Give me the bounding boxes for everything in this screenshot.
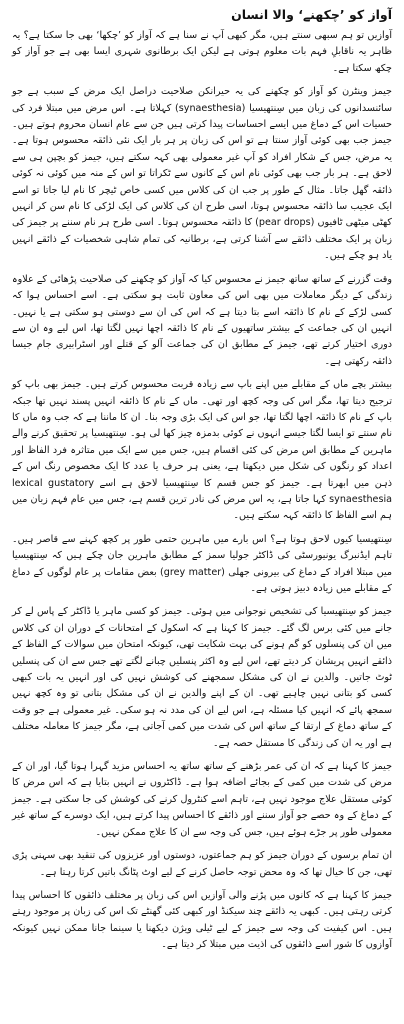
paragraph: وقت گزرنے کے ساتھ ساتھ جیمز نے محسوس کیا کہ آواز کو چکھنے کی صلاحیت پڑھائی کے علاوہ زندگی کے دیگر معاملات میں بھی اس کی معاون ثابت ہو سکتی ہے۔ اسے احساس ہوا کہ کسی لڑکے کے نام کا ذائقہ اسے بتا دیتا ہے کہ اس کی ان سے دوستی ہو سکتی ہے یا نہیں۔ انہیں ان کی جماعت کے بیشتر ساتھیوں کے نام کا ذائقہ اچھا نہیں لگتا تھا، اس لیے وہ ان سے دوری اختیار کرتے تھے، جیمز کے مطابق ان کی جماعت آلو کے قتلے اور اسٹرابیری جام جیسا ذائقہ رکھتی ہے۔ — [12, 273, 392, 367]
paragraph: جیمز کا کہنا ہے کہ ان کی عمر بڑھنے کے ساتھ ساتھ یہ احساس مزید گہرا ہوتا گیا، اور ان کے مرض کی شدت میں کمی کے بجائے اضافہ ہوا ہے۔ ڈاکٹروں نے انہیں بتایا ہے کہ اس مرض کا کوئی مستقل علاج موجود نہیں ہے، تاہم اسے کنٹرول کرنے کی کوشش کی جا سکتی ہے۔ جیمز کے دماغ کے وہ حصے جو آواز سننے اور ذائقے کا احساس پیدا کرتے ہیں، ایک دوسرے کے ساتھ غیر معمولی طور پر جڑے ہوئے ہیں، جس کی وجہ سے ان کا علاج ممکن نہیں۔ — [12, 761, 392, 838]
article-title: آواز کو ’چکھنے‘ والا انسان — [231, 7, 392, 22]
paragraph: بیشتر بچے ماں کے مقابلے میں اپنے باپ سے زیادہ قربت محسوس کرتے ہیں۔ جیمز بھی باپ کو ترجیح دیتا تھا، مگر اس کی وجہ کچھ اور تھی۔ ماں کے نام کا ذائقہ انہیں پسند نہیں تھا جبکہ باپ کے نام کا ذائقہ اچھا لگتا تھا، جو اس کی ایک بڑی وجہ بنا۔ ان کا ماننا ہے کہ جب وہ ماں کا نام سنتے تو ایسا لگتا جیسے انہوں نے کوئی بدمزہ چیز کھا لی ہو۔ سِنتھیسیا پر تحقیق کرنے والے ماہرین کے مطابق اس مرض کی کئی اقسام ہیں، جس میں سے ایک میں متاثرہ فرد الفاظ اور اعداد کو رنگوں کی شکل میں دیکھتا ہے، یعنی ہر حرف یا عدد کا ایک مخصوص رنگ اس کے ذہن میں ابھرتا ہے۔ جیمز کو جس قسم کا سِنتھیسیا لاحق ہے اسے lexical gustatory synaesthesia کہا جاتا ہے، یہ اس مرض کی نادر ترین قسم ہے، جس میں عام فہم زبان میں ہم اسے الفاظ کا ذائقہ کہہ سکتے ہیں۔ — [12, 379, 392, 522]
paragraph: سِنتھیسیا کیوں لاحق ہوتا ہے؟ اس بارے میں ماہرین حتمی طور پر کچھ کہنے سے قاصر ہیں۔ تاہم ایڈنبرگ یونیورسٹی کی ڈاکٹر جولیا سمز کے مطابق ماہرین جان چکے ہیں کہ سِنتھیسیا میں مبتلا افراد کے دماغ کی بیرونی جھلی (grey matter) بعض مقامات پر عام لوگوں کے دماغ کے مقابلے میں زیادہ دبیز ہوتی ہے۔ — [12, 533, 392, 594]
paragraph: جیمز وینٹرن کو آواز کو چکھنے کی یہ حیرانکن صلاحیت دراصل ایک مرض کے سبب ہے جو سائنسدانوں کی زبان میں سِنتھیسیا (synaesthesia) کہلاتا ہے۔ اس مرض میں مبتلا فرد کی حسیات اس کے دماغ میں ایسے احساسات پیدا کرتی ہیں جن سے عام انسان محروم ہوتے ہیں۔ جیمز جب بھی کوئی آواز سنتا ہے تو اس کی زبان پر ہر بار ایک نئی ذائقہ محسوس ہوتا ہے۔ یہ مرض، جس کے شکار افراد کو آپ غیر معمولی بھی کہہ سکتے ہیں، جیمز کو بچپن ہی سے لاحق ہے۔ ہر بار جب بھی کوئی نام اس کے کانوں سے ٹکراتا تو اس کے منہ میں کوئی نہ کوئی ذائقہ گھل جاتا۔ مثال کے طور پر جب ان کی کلاس میں کسی خاص ٹیچر کا نام لیا جاتا تو اسے ایک عجیب سا ذائقہ محسوس ہوتا، اسی طرح ان کی کلاس کی ایک لڑکی کا نام سن کر انہیں کھٹی میٹھی ٹافیوں (pear drops) کا ذائقہ محسوس ہوتا۔ اسی طرح ہر نام سننے پر جیمز کی زبان پر ایک مختلف ذائقے سے آشنا کرتی ہے، برطانیہ کی تمام شاہی شخصیات کے ذائقے انہیں یاد ہو چکے ہیں۔ — [12, 86, 392, 262]
paragraph: ان تمام برسوں کے دوران جیمز کو ہم جماعتوں، دوستوں اور عزیزوں کی تنقید بھی سہنی پڑی تھی، جن کا خیال تھا کہ وہ محض توجہ حاصل کرنے کے لیے اوٹ پٹانگ باتیں کرتا رہتا ہے۔ — [12, 850, 392, 878]
paragraph: جیمز کا کہنا ہے کہ کانوں میں پڑنے والی آوازیں اس کی زبان پر مختلف ذائقوں کا احساس پیدا کرتی رہتی ہیں۔ کبھی یہ ذائقے چند سیکنڈ اور کبھی کئی گھنٹے تک اس کی زبان پر موجود رہتے ہیں۔ اس کیفیت کی وجہ سے جیمز کے لیے ٹیلی ویژن دیکھنا یا سینما جانا ممکن نہیں کیونکہ آوازوں کا شور اسے ذائقوں کی اذیت میں مبتلا کر دیتا ہے۔ — [12, 889, 392, 951]
paragraph: جیمز کو سِنتھیسیا کی تشخیص نوجوانی میں ہوئی۔ جیمز کو کسی ماہر یا ڈاکٹر کے پاس لے کر جانے میں کئی برس لگ گئے۔ جیمز کا کہنا ہے کہ اسکول کے امتحانات کے دوران ان کی کلاس میں ان کی پنسلوں کو گم ہونے کی بہت شکایت تھی، کیونکہ امتحان میں سوالات کے الفاظ کے ذائقے انہیں پریشان کر دیتے تھے، اس لیے وہ اکثر پنسلیں چبانے لگتے تھے جس سے ان کی پنسلیں ٹوٹ جاتیں۔ والدین نے ان کی مشکل سمجھنے کی کوشش نہیں کی اور انہیں یہ بات کبھی کسی کو بتانی نہیں چاہیے تھی۔ ان کے اپنے والدین نے ان کی مشکل بتانی تو وہ کچھ نہیں سمجھ پائے کہ انہیں کیا مسئلہ ہے، اس لیے ان کی مدد نہ ہو سکی۔ غیر معمولی ہے جو وقت کے ساتھ دماغ کے ارتقا کے ساتھ اس کی شدت میں کمی آجاتی ہے، مگر جیمز کا معاملہ مختلف ہے اور یہ ان کی زندگی کا مستقل حصہ ہے۔ — [12, 606, 392, 749]
paragraph: آوازیں تو ہم سبھی سنتے ہیں، مگر کبھی آپ نے سنا ہے کہ آواز کو ’چکھا‘ بھی جا سکتا ہے؟ یہ ظاہر یہ ناقابلِ فہم بات معلوم ہوتی ہے لیکن ایک برطانوی شہری ایسا بھی ہے جو آواز کو چکھ سکتا ہے۔ — [12, 30, 392, 74]
